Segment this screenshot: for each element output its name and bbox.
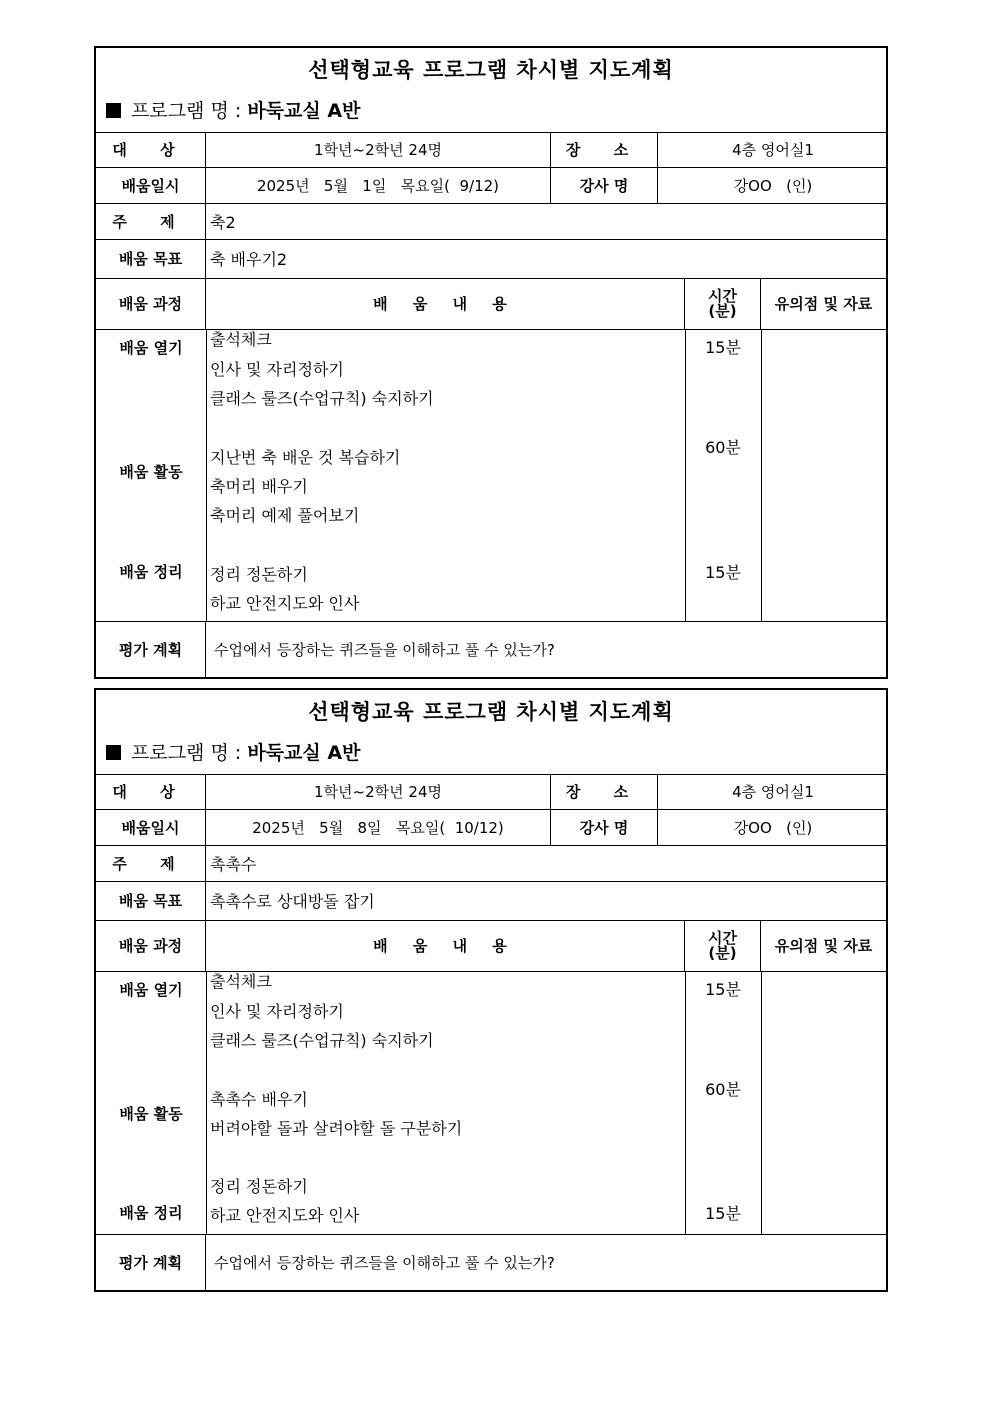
eval-label: 평가 계획 bbox=[96, 621, 206, 677]
topic-label: 주 제 bbox=[96, 203, 206, 239]
time-label bbox=[685, 920, 761, 971]
goal-value: 촉촉수로 상대방돌 잡기 bbox=[210, 892, 375, 911]
divider bbox=[685, 971, 686, 1234]
notes-label: 유의점 및 자료 bbox=[774, 937, 873, 955]
topic-value: 촉촉수 bbox=[210, 854, 257, 874]
teacher-label: 강사 명 bbox=[551, 809, 658, 845]
content-line: 축머리 예제 풀어보기 bbox=[210, 506, 360, 525]
content-line: 정리 정돈하기 bbox=[210, 1177, 308, 1196]
stage-close-label: 배움 정리 bbox=[119, 1204, 183, 1222]
goal-row bbox=[96, 881, 886, 921]
square-bullet-icon bbox=[106, 745, 121, 760]
date-row bbox=[96, 809, 886, 846]
content-line: 촉촉수 배우기 bbox=[210, 1090, 308, 1109]
content-line: 지난번 축 배운 것 복습하기 bbox=[210, 448, 401, 467]
stage-activity-label: 배움 활동 bbox=[119, 1105, 183, 1123]
content-line: 하교 안전지도와 인사 bbox=[210, 594, 360, 613]
process-body bbox=[96, 971, 886, 1235]
content-line: 정리 정돈하기 bbox=[210, 565, 308, 584]
place-label: 장 소 bbox=[551, 132, 658, 167]
process-label: 배움 과정 bbox=[96, 278, 206, 329]
divider bbox=[206, 329, 207, 621]
square-bullet-icon bbox=[106, 103, 121, 118]
content-line: 인사 및 자리정하기 bbox=[210, 1002, 344, 1021]
topic-value: 축2 bbox=[210, 212, 236, 232]
stage-open-label: 배움 열기 bbox=[119, 981, 183, 999]
topic-row bbox=[96, 203, 886, 240]
program-name: 바둑교실 A반 bbox=[247, 742, 361, 764]
content-line: 하교 안전지도와 인사 bbox=[210, 1206, 360, 1225]
date-value: 2025년 5월 8일 목요일( 10/12) bbox=[206, 809, 551, 845]
eval-row bbox=[96, 621, 886, 677]
time-label-1: 시간 bbox=[708, 928, 737, 947]
target-value: 1학년~2학년 24명 bbox=[206, 132, 551, 167]
date-value: 2025년 5월 1일 목요일( 9/12) bbox=[206, 167, 551, 203]
topic-row bbox=[96, 845, 886, 882]
stage-activity-time: 60분 bbox=[705, 438, 741, 457]
plan-header bbox=[96, 690, 886, 775]
program-label: 프로그램 명 : bbox=[131, 100, 242, 122]
teacher-value: 강OO (인) bbox=[733, 818, 813, 837]
notes-label: 유의점 및 자료 bbox=[774, 295, 873, 313]
eval-value: 수업에서 등장하는 퀴즈들을 이해하고 풀 수 있는가? bbox=[214, 640, 555, 659]
eval-label: 평가 계획 bbox=[96, 1234, 206, 1290]
divider bbox=[206, 971, 207, 1234]
goal-label: 배움 목표 bbox=[96, 881, 206, 920]
date-label: 배움일시 bbox=[96, 167, 206, 203]
topic-label: 주 제 bbox=[96, 845, 206, 881]
time-label bbox=[685, 278, 761, 329]
process-header-row bbox=[96, 920, 886, 972]
content-line: 출석체크 bbox=[210, 972, 272, 991]
date-row bbox=[96, 167, 886, 204]
divider bbox=[761, 329, 762, 621]
content-label: 배 움 내 용 bbox=[206, 278, 685, 329]
content-line: 인사 및 자리정하기 bbox=[210, 360, 344, 379]
teacher-value: 강OO (인) bbox=[733, 176, 813, 195]
teacher-label: 강사 명 bbox=[551, 167, 658, 203]
content-line: 출석체크 bbox=[210, 330, 272, 349]
content-line: 축머리 배우기 bbox=[210, 477, 308, 496]
eval-row bbox=[96, 1234, 886, 1290]
divider bbox=[761, 971, 762, 1234]
time-label-2: (분) bbox=[708, 943, 737, 962]
content-line: 클래스 룰즈(수업규칙) 숙지하기 bbox=[210, 1031, 434, 1050]
stage-open-time: 15분 bbox=[705, 980, 741, 999]
content-line: 버려야할 돌과 살려야할 돌 구분하기 bbox=[210, 1119, 463, 1138]
target-row bbox=[96, 774, 886, 810]
plan-title: 선택형교육 프로그램 차시별 지도계획 bbox=[308, 700, 674, 724]
stage-close-time: 15분 bbox=[705, 1204, 741, 1223]
stage-activity-label: 배움 활동 bbox=[119, 463, 183, 481]
eval-value: 수업에서 등장하는 퀴즈들을 이해하고 풀 수 있는가? bbox=[214, 1253, 555, 1272]
time-label-1: 시간 bbox=[708, 286, 737, 305]
time-label-2: (분) bbox=[708, 301, 737, 320]
place-label: 장 소 bbox=[551, 774, 658, 809]
stage-activity-time: 60분 bbox=[705, 1080, 741, 1099]
content-line: 클래스 룰즈(수업규칙) 숙지하기 bbox=[210, 389, 434, 408]
lesson-plan-1 bbox=[94, 46, 888, 679]
program-label: 프로그램 명 : bbox=[131, 742, 242, 764]
content-label: 배 움 내 용 bbox=[206, 920, 685, 971]
plan-header bbox=[96, 48, 886, 133]
process-body bbox=[96, 329, 886, 622]
stage-open-label: 배움 열기 bbox=[119, 339, 183, 357]
plan-title: 선택형교육 프로그램 차시별 지도계획 bbox=[308, 58, 674, 82]
program-line bbox=[106, 738, 360, 765]
target-label: 대 상 bbox=[96, 774, 206, 809]
goal-label: 배움 목표 bbox=[96, 239, 206, 278]
place-value: 4층 영어실1 bbox=[732, 783, 814, 801]
target-label: 대 상 bbox=[96, 132, 206, 167]
target-value: 1학년~2학년 24명 bbox=[206, 774, 551, 809]
date-label: 배움일시 bbox=[96, 809, 206, 845]
process-header-row bbox=[96, 278, 886, 330]
goal-value: 축 배우기2 bbox=[210, 250, 288, 269]
process-label: 배움 과정 bbox=[96, 920, 206, 971]
stage-open-time: 15분 bbox=[705, 338, 741, 357]
place-value: 4층 영어실1 bbox=[732, 141, 814, 159]
stage-close-time: 15분 bbox=[705, 563, 741, 582]
target-row bbox=[96, 132, 886, 168]
program-line bbox=[106, 96, 360, 123]
lesson-plan-2 bbox=[94, 688, 888, 1292]
stage-close-label: 배움 정리 bbox=[119, 563, 183, 581]
program-name: 바둑교실 A반 bbox=[247, 100, 361, 122]
goal-row bbox=[96, 239, 886, 279]
